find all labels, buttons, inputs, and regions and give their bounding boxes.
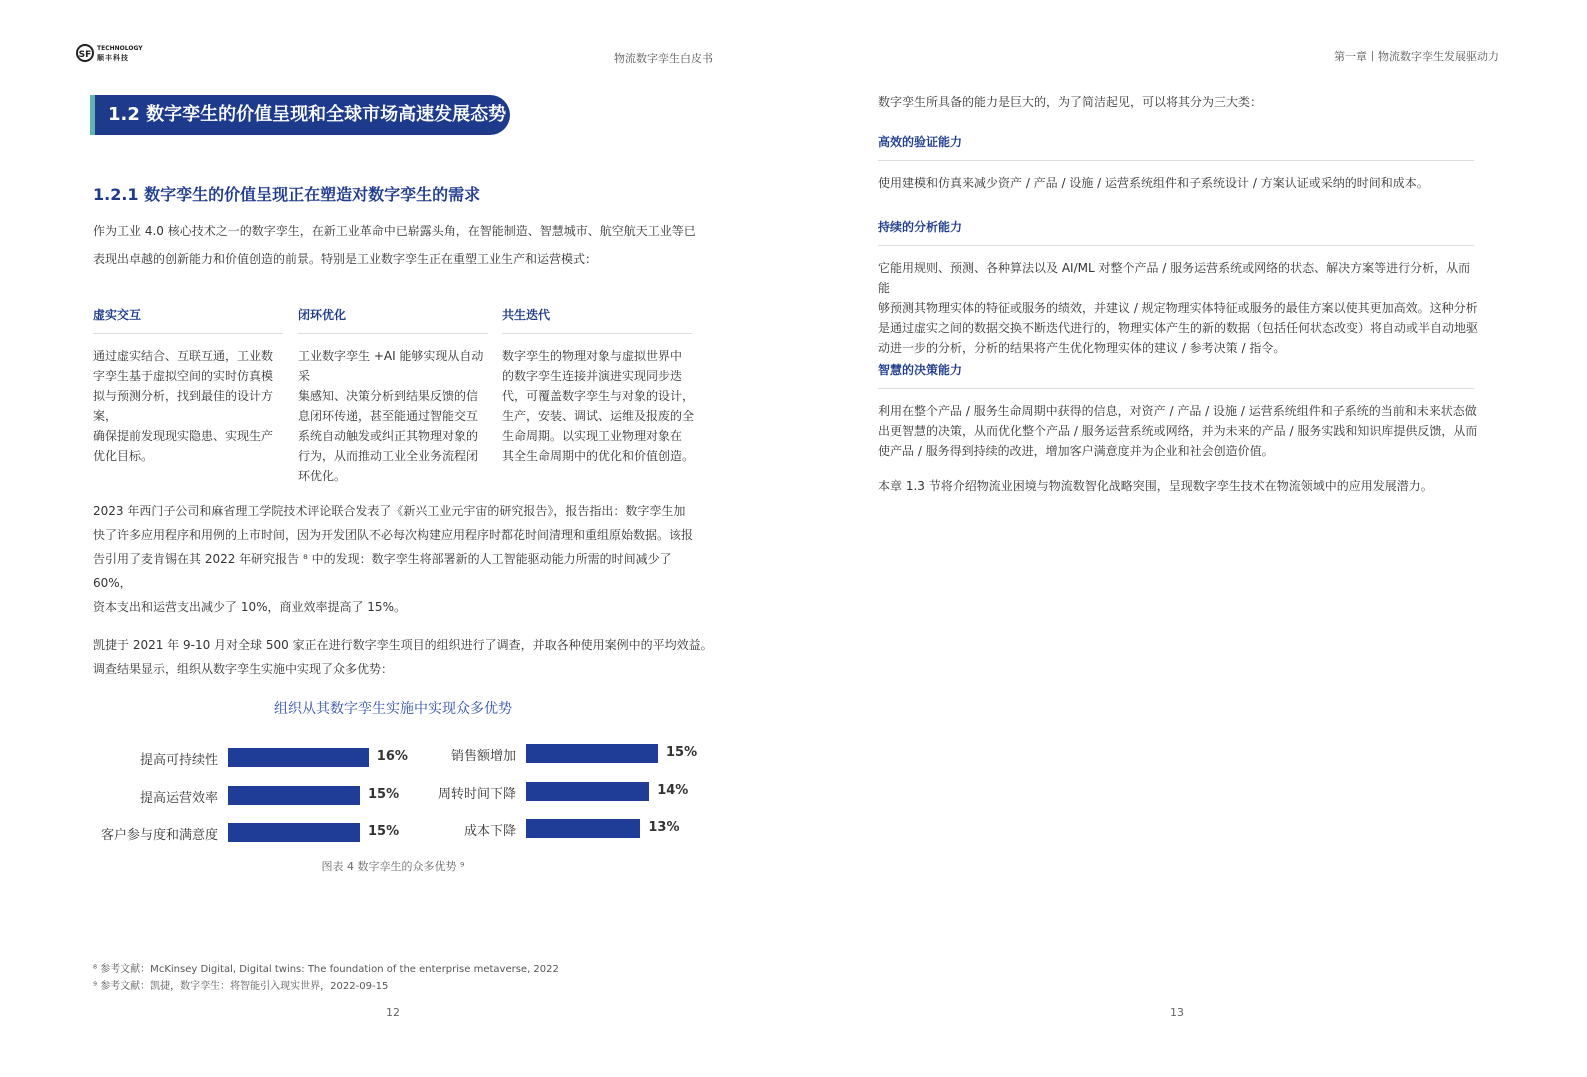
- capability-text: [878, 173, 1478, 193]
- column-line: 生产，安装、调试、运维及报废的全: [502, 409, 695, 423]
- paragraph-line: 调查结果显示，组织从数字孪生实施中实现了众多优势：: [93, 662, 394, 676]
- subsection-title: 1.2.1 数字孪生的价值呈现正在塑造对数字孪生的需求: [93, 185, 481, 204]
- capability-analysis: [878, 218, 1478, 358]
- intro-line: 表现出卓越的创新能力和价值创造的前景。特别是工业数字孪生正在重塑工业生产和运营模式：: [93, 252, 598, 266]
- bar: [526, 782, 649, 801]
- right-page-header: 第一章丨物流数字孪生发展驱动力: [1334, 50, 1499, 63]
- column-text: [93, 346, 288, 466]
- capability-line: 出更智慧的决策，从而优化整个产品 / 服务运营系统或网络，并为未来的产品 / 服务实践和知识库提供反馈，从而: [878, 424, 1478, 438]
- capability-divider: [878, 245, 1474, 246]
- bar-value-label: 16%: [376, 749, 408, 764]
- capability-line: 利用在整个产品 / 服务生命周期中获得的信息，对资产 / 产品 / 设施 / 运营系统组件和子系统的当前和未来状态做: [878, 404, 1477, 418]
- chapter-closing-note: 本章 1.3 节将介绍物流业困境与物流数智化战略突围，呈现数字孪生技术在物流领域中的应用发展潜力。: [878, 479, 1433, 493]
- column-divider: [502, 333, 692, 334]
- bar: [526, 744, 658, 763]
- capabilities-intro: 数字孪生所具备的能力是巨大的，为了简洁起见，可以将其分为三大类：: [878, 95, 1263, 109]
- capability-text: [878, 258, 1478, 358]
- chart-title: 组织从其数字孪生实施中实现众多优势: [274, 701, 512, 717]
- bar-category-label: 客户参与度和满意度: [100, 828, 218, 843]
- logo-text-company: 顺丰科技: [97, 54, 129, 62]
- capability-line: 动进一步的分析，分析的结果将产生优化物理实体的建议 / 参考决策 / 指令。: [878, 341, 1286, 355]
- bar-value-label: 15%: [368, 787, 400, 802]
- paragraph-line: 2023 年西门子公司和麻省理工学院技术评论联合发表了《新兴工业元宇宙的研究报告》，报告指出：数字孪生加: [93, 504, 686, 518]
- capability-text: [878, 401, 1478, 461]
- column-line: 行为，从而推动工业全业务流程闭: [298, 449, 479, 463]
- column-line: 工业数字孪生 +AI 能够实现从自动采: [298, 349, 484, 383]
- column-line: 优化目标。: [93, 449, 154, 463]
- chart-caption: 图表 4 数字孪生的众多优势 ⁹: [321, 860, 465, 873]
- capgemini-paragraph: [93, 633, 713, 681]
- bar-value-label: 13%: [648, 820, 680, 835]
- column-title: 共生迭代: [502, 308, 551, 322]
- bar-category-label: 提高运营效率: [139, 791, 218, 806]
- column-line: 息闭环传递，甚至能通过智能交互: [298, 409, 479, 423]
- column-title: 闭环优化: [298, 308, 347, 322]
- benefits-bar-chart: [93, 738, 713, 848]
- bar-category-label: 提高可持续性: [139, 753, 218, 768]
- bar-category-label: 销售额增加: [450, 749, 516, 764]
- column-symbiotic-iteration: [502, 306, 702, 466]
- sf-technology-logo: [76, 44, 143, 64]
- column-divider: [93, 333, 283, 334]
- left-page-header: 物流数字孪生白皮书: [614, 52, 713, 65]
- column-line: 字孪生基于虚拟空间的实时仿真模: [93, 369, 274, 383]
- capability-decision: [878, 361, 1478, 461]
- bar-category-label: 成本下降: [463, 824, 516, 839]
- column-line: 系统自动触发或纠正其物理对象的: [298, 429, 479, 443]
- paragraph-line: 资本支出和运营支出减少了 10%，商业效率提高了 15%。: [93, 600, 406, 614]
- bar: [228, 823, 360, 842]
- capability-title: 高效的验证能力: [878, 135, 963, 149]
- bar: [526, 819, 640, 838]
- column-line: 确保提前发现现实隐患、实现生产: [93, 429, 274, 443]
- section-title-banner: 1.2 数字孪生的价值呈现和全球市场高速发展态势: [90, 95, 510, 135]
- siemens-mit-paragraph: [93, 499, 713, 619]
- capability-title: 智慧的决策能力: [878, 363, 963, 377]
- capability-line: 是通过虚实之间的数据交换不断迭代进行的，物理实体产生的新的数据（包括任何状态改变）将自动或半自动地驱: [878, 321, 1479, 335]
- intro-line: 作为工业 4.0 核心技术之一的数字孪生，在新工业革命中已崭露头角，在智能制造、智慧城市、航空航天工业等已: [93, 224, 696, 238]
- bar: [228, 786, 360, 805]
- column-line: 其全生命周期中的优化和价值创造。: [502, 449, 695, 463]
- bar: [228, 748, 369, 767]
- column-text: [502, 346, 702, 466]
- column-closed-loop-optimization: [298, 306, 493, 486]
- capability-divider: [878, 388, 1474, 389]
- capability-validation: [878, 133, 1478, 193]
- capability-line: 使用建模和仿真来减少资产 / 产品 / 设施 / 运营系统组件和子系统设计 / 方案认证或采纳的时间和成本。: [878, 176, 1429, 190]
- bar-value-label: 14%: [657, 783, 689, 798]
- sf-logo-mark: SF: [76, 44, 94, 62]
- intro-paragraph: [93, 219, 713, 271]
- capability-line: 使产品 / 服务得到持续的改进，增加客户满意度并为企业和社会创造价值。: [878, 444, 1274, 458]
- bar-category-label: 周转时间下降: [437, 787, 516, 802]
- bar-value-label: 15%: [368, 824, 400, 839]
- column-virtual-real-interaction: [93, 306, 288, 466]
- capability-divider: [878, 160, 1474, 161]
- capability-line: 够预测其物理实体的特征或服务的绩效，并建议 / 规定物理实体特征或服务的最佳方案以使其更加高效。这种分析: [878, 301, 1478, 315]
- column-line: 的数字孪生连接并演进实现同步迭: [502, 369, 683, 383]
- footnote-8: ⁸ 参考文献：McKinsey Digital, Digital twins: The foundation of the enterprise metaverse, 2022: [93, 964, 559, 975]
- column-line: 环优化。: [298, 469, 347, 483]
- footnote-9: ⁹ 参考文献：凯捷，数字孪生：将智能引入现实世界，2022-09-15: [93, 981, 389, 992]
- logo-text-technology: TECHNOLOGY: [97, 45, 143, 52]
- column-line: 代，可覆盖数字孪生与对象的设计，: [502, 389, 695, 403]
- bar-value-label: 15%: [666, 745, 698, 760]
- column-line: 数字孪生的物理对象与虚拟世界中: [502, 349, 683, 363]
- column-line: 拟与预测分析，找到最佳的设计方案，: [93, 389, 274, 423]
- capability-title: 持续的分析能力: [878, 220, 963, 234]
- column-line: 通过虚实结合、互联互通，工业数: [93, 349, 274, 363]
- page-number-left: 12: [386, 1006, 400, 1019]
- page-number-right: 13: [1170, 1006, 1184, 1019]
- paragraph-line: 快了许多应用程序和用例的上市时间，因为开发团队不必每次构建应用程序时都花时间清理和重组原始数据。该报: [93, 528, 694, 542]
- column-text: [298, 346, 493, 486]
- paragraph-line: 凯捷于 2021 年 9-10 月对全球 500 家正在进行数字孪生项目的组织进行了调查，并取各种使用案例中的平均效益。: [93, 638, 713, 652]
- column-line: 集感知、决策分析到结果反馈的信: [298, 389, 479, 403]
- capability-line: 它能用规则、预测、各种算法以及 AI/ML 对整个产品 / 服务运营系统或网络的状态、解决方案等进行分析，从而能: [878, 261, 1471, 295]
- column-line: 生命周期。以实现工业物理对象在: [502, 429, 683, 443]
- column-divider: [298, 333, 488, 334]
- paragraph-line: 告引用了麦肯锡在其 2022 年研究报告 ⁸ 中的发现：数字孪生将部署新的人工智能驱动能力所需的时间减少了 60%，: [93, 552, 672, 590]
- column-title: 虚实交互: [93, 308, 142, 322]
- section-title-accent: [90, 95, 95, 135]
